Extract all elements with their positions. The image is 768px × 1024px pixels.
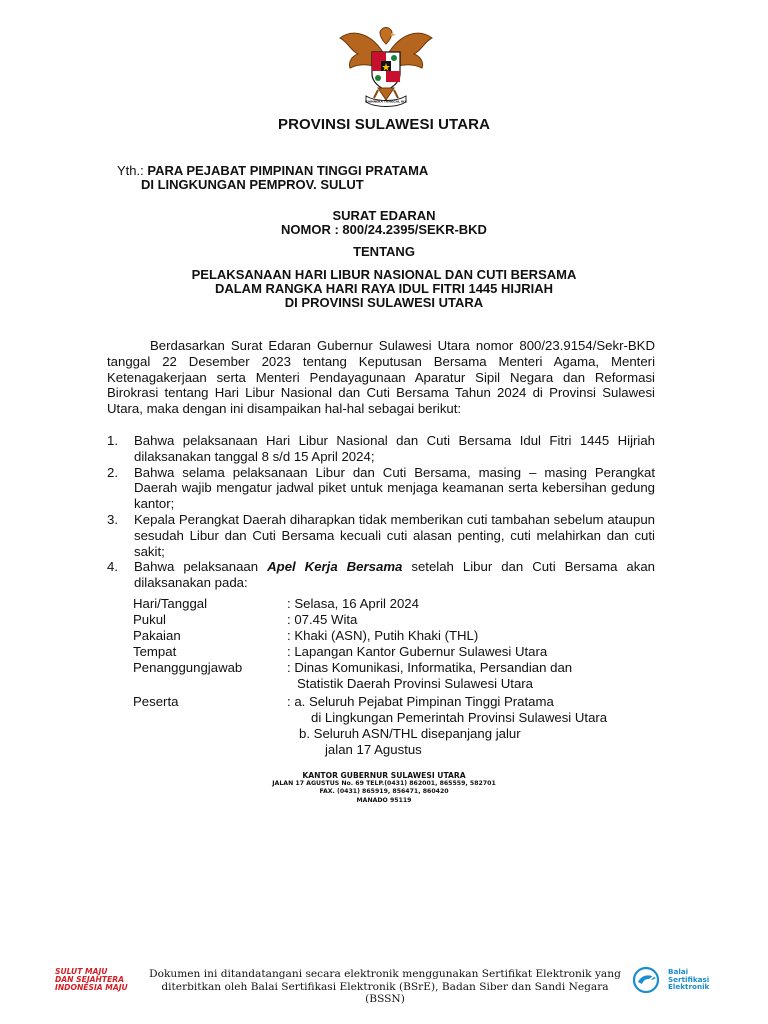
date-label: Hari/Tanggal: [133, 596, 208, 611]
attire-value: : Khaki (ASN), Putih Khaki (THL): [287, 628, 479, 643]
participants-a-continued: di Lingkungan Pemerintah Provinsi Sulawesi Utara: [311, 710, 608, 725]
slogan-logo: [55, 968, 128, 992]
bsre-line: Balai: [668, 967, 689, 976]
slogan-line: DAN SEJAHTERA: [55, 975, 124, 984]
recipient-name: PARA PEJABAT PIMPINAN TINGGI PRATAMA: [147, 163, 429, 178]
bsre-logo-text: [668, 968, 709, 991]
participants-a: : a. Seluruh Pejabat Pimpinan Tinggi Pratama: [287, 694, 554, 709]
list-text: Kepala Perangkat Daerah diharapkan tidak memberikan cuti tambahan sebelum ataupun sesudah Libur dan Cuti Bersama kecuali cuti alasan penting, cuti melahirkan dan cuti sakit;: [134, 511, 655, 559]
participants-b: b. Seluruh ASN/THL disepanjang jalur: [299, 726, 521, 741]
circular-about: TENTANG: [353, 244, 415, 259]
event-details: [133, 596, 705, 758]
time-value: : 07.45 Wita: [287, 612, 358, 627]
office-fax: FAX. (0431) 865919, 856471, 860420: [319, 788, 449, 796]
list-text: Bahwa selama pelaksanaan Libur dan Cuti Bersama, masing – masing Perangkat Daerah wajib mengatur jadwal piket untuk menjaga keamanan serta kebersihan gedung kantor;: [134, 464, 655, 512]
office-name: KANTOR GUBERNUR SULAWESI UTARA: [302, 771, 466, 780]
subject-line-3: DI PROVINSI SULAWESI UTARA: [284, 295, 484, 310]
slogan-line: SULUT MAJU: [55, 967, 108, 976]
subject-line-2: DALAM RANGKA HARI RAYA IDUL FITRI 1445 HIJRIAH: [214, 281, 554, 296]
emblem-ribbon-text: BHINNEKA TUNGGAL IKA: [365, 99, 407, 104]
item4-pre: Bahwa pelaksanaan: [134, 559, 268, 575]
pic-label: Penanggungjawab: [133, 660, 243, 675]
e-signature-line-2: diterbitkan oleh Balai Sertifikasi Elektronik (BSrE), Badan Siber dan Sandi Negara (BSSN): [161, 980, 609, 1005]
list-number: 2.: [107, 464, 118, 480]
item4-emphasis: Apel Kerja Bersama: [267, 559, 403, 575]
list-number: 4.: [107, 559, 118, 575]
attire-label: Pakaian: [133, 628, 181, 643]
recipient-prefix: Yth.:: [117, 163, 144, 178]
province-title: PROVINSI SULAWESI UTARA: [277, 116, 491, 133]
place-value: : Lapangan Kantor Gubernur Sulawesi Utara: [287, 644, 548, 659]
intro-paragraph: Berdasarkan Surat Edaran Gubernur Sulawesi Utara nomor 800/23.9154/Sekr-BKD tanggal 22 Desember 2023 tentang Keputusan Bersama Menteri Agama, Menteri Ketenagakerjaan serta Menteri Pendayagunaan Aparatur Sipil Negara dan Reformasi Birokrasi tentang Hari Libur Nasional dan Cuti Bersama Tahun 2024 di Provinsi Sulawesi Utara, maka dengan ini disampaikan hal-hal sebagai berikut:: [107, 338, 655, 417]
bsre-logo-icon: [632, 966, 664, 994]
item4-post: setelah Libur dan Cuti Bersama akan dilaksanakan pada:: [134, 559, 655, 591]
list-item: [107, 512, 655, 559]
pic-value: : Dinas Komunikasi, Informatika, Persandian dan: [287, 660, 573, 675]
office-city: MANADO 95119: [356, 796, 412, 804]
time-label: Pukul: [133, 612, 166, 627]
list-number: 1.: [107, 433, 118, 448]
subject-line-1: PELAKSANAAN HARI LIBUR NASIONAL DAN CUTI BERSAMA: [191, 267, 577, 282]
list-item: [107, 433, 655, 465]
place-label: Tempat: [133, 644, 177, 659]
date-value: : Selasa, 16 April 2024: [287, 596, 419, 611]
list-item: [107, 559, 655, 591]
pic-value-continued: Statistik Daerah Provinsi Sulawesi Utara: [297, 676, 534, 691]
numbered-list: [107, 433, 655, 591]
e-signature-note: [140, 968, 630, 1006]
list-text: Bahwa pelaksanaan Hari Libur Nasional dan Cuti Bersama Idul Fitri 1445 Hijriah dilaksanakan tanggal 8 s/d 15 April 2024;: [134, 433, 655, 464]
participants-b-continued: jalan 17 Agustus: [325, 742, 422, 757]
circular-number: NOMOR : 800/24.2395/SEKR-BKD: [281, 222, 487, 237]
circular-title: SURAT EDARAN: [332, 208, 436, 223]
participants-label: Peserta: [133, 694, 179, 709]
garuda-emblem-icon: [336, 24, 436, 108]
recipient-line-2: DI LINGKUNGAN PEMPROV. SULUT: [141, 177, 364, 192]
list-text: [134, 559, 655, 591]
bsre-line: Elektronik: [668, 982, 710, 992]
bsre-line: Sertifikasi: [668, 974, 710, 984]
slogan-line: INDONESIA MAJU: [55, 983, 128, 992]
e-signature-line-1: Dokumen ini ditandatangani secara elektronik menggunakan Sertifikat Elektronik yang: [149, 968, 621, 980]
office-footer: [0, 772, 768, 805]
office-address: JALAN 17 AGUSTUS No. 69 TELP.(0431) 862001, 865559, 582701: [272, 780, 496, 788]
list-number: 3.: [107, 511, 118, 527]
list-item: [107, 465, 655, 512]
recipient-line-1: [117, 163, 428, 178]
